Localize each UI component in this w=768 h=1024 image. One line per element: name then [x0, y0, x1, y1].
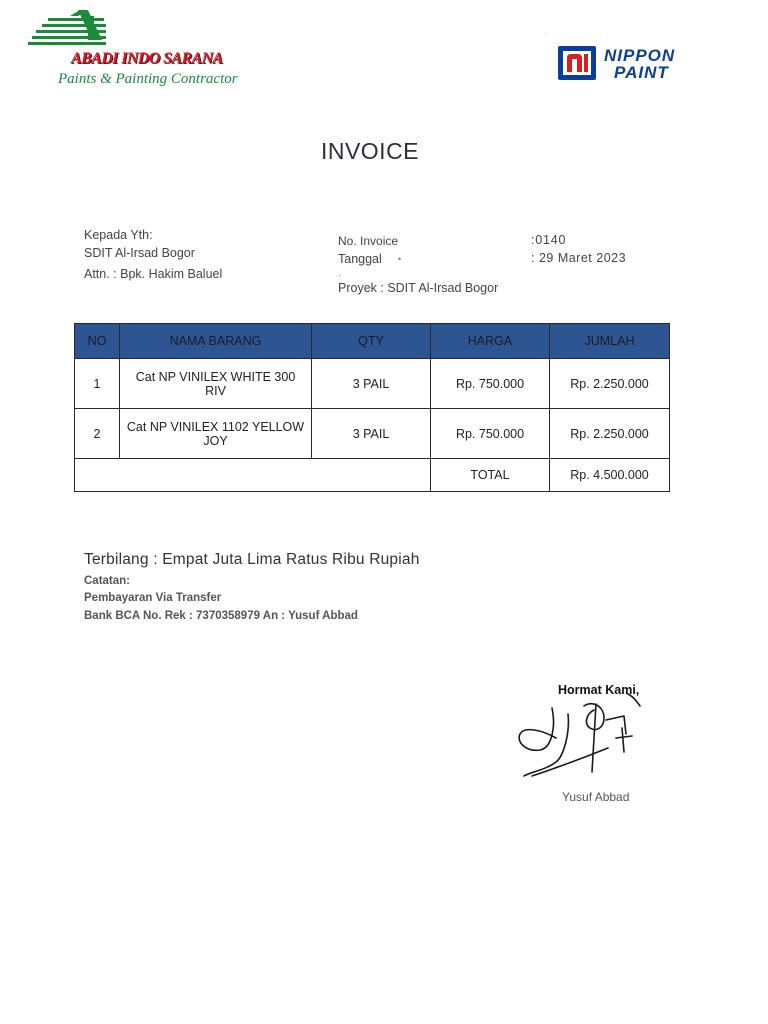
invoice-date-value: : 29 Maret 2023: [531, 251, 627, 265]
table-header-row: [75, 324, 670, 359]
recipient-attn: Attn. : Bpk. Hakim Baluel: [84, 267, 223, 281]
header-qty: QTY: [312, 324, 431, 359]
header-no: NO: [75, 324, 120, 359]
recipient-name: SDIT Al-Irsad Bogor: [84, 246, 195, 260]
invoice-table: [74, 323, 670, 492]
company-logo: [28, 10, 238, 90]
closing-greeting: Hormat Kami,: [558, 683, 640, 697]
row-amount: Rp. 2.250.000: [550, 359, 670, 409]
project-line: Proyek : SDIT Al-Irsad Bogor: [338, 281, 499, 295]
document-title: INVOICE: [320, 138, 420, 164]
invoice-number-label: No. Invoice: [338, 234, 399, 248]
partner-name-line1: NIPPON: [604, 46, 676, 65]
company-tagline: Paints & Painting Contractor: [58, 71, 238, 87]
row-price: Rp. 750.000: [431, 359, 550, 409]
header-amount: JUMLAH: [550, 324, 670, 359]
table-row: [75, 359, 670, 409]
total-row: [75, 459, 670, 492]
row-no: 1: [75, 359, 120, 409]
row-item-name: Cat NP VINILEX WHITE 300 RIV: [120, 359, 312, 409]
invoice-date-label: Tanggal: [338, 252, 382, 266]
notes-heading: Catatan:: [84, 575, 131, 587]
notes-bank-account: Bank BCA No. Rek : 7370358979 An : Yusuf Abbad: [84, 610, 358, 622]
total-spacer: [75, 459, 431, 492]
company-name: ABADI INDO SARANA: [71, 50, 223, 67]
row-qty: 3 PAIL: [312, 409, 431, 459]
invoice-number-value: :0140: [531, 233, 567, 247]
table-row: [75, 409, 670, 459]
notes-payment-method: Pembayaran Via Transfer: [84, 592, 222, 604]
invoice-date-mark: •: [398, 254, 402, 264]
stray-mark: .: [338, 268, 341, 278]
partner-logo: [558, 44, 708, 84]
signer-name: Yusuf Abbad: [562, 790, 630, 804]
row-amount: Rp. 2.250.000: [550, 409, 670, 459]
header-item-name: NAMA BARANG: [120, 324, 312, 359]
row-no: 2: [75, 409, 120, 459]
total-label: TOTAL: [431, 459, 550, 492]
total-value: Rp. 4.500.000: [550, 459, 670, 492]
header-price: HARGA: [431, 324, 550, 359]
amount-in-words: Terbilang : Empat Juta Lima Ratus Ribu Rupiah: [84, 551, 420, 568]
nippon-paint-icon: [558, 46, 596, 80]
row-qty: 3 PAIL: [312, 359, 431, 409]
row-price: Rp. 750.000: [431, 409, 550, 459]
row-item-name: Cat NP VINILEX 1102 YELLOW JOY: [120, 409, 312, 459]
recipient-label: Kepada Yth:: [84, 228, 153, 242]
partner-name-line2: PAINT: [614, 63, 669, 82]
